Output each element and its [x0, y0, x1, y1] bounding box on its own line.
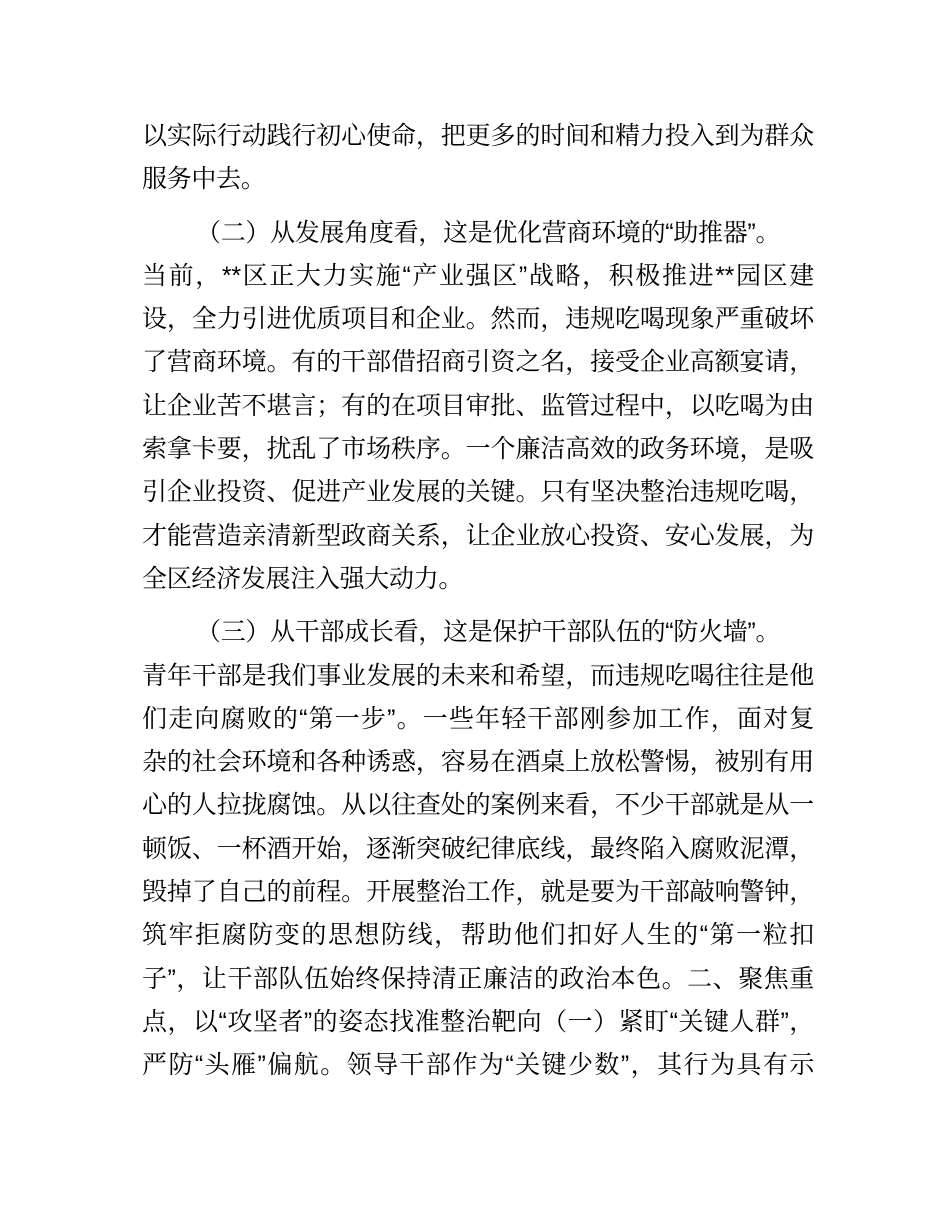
text-line: 当前，**区正大力实施“产业强区”战略，积极推进**园区建: [142, 261, 814, 290]
text-line: 顿饭、一杯酒开始，逐渐突破纪律底线，最终陷入腐败泥潭，: [142, 834, 814, 863]
text-line: 了营商环境。有的干部借招商引资之名，接受企业高额宴请，: [142, 348, 814, 377]
text-line: 才能营造亲清新型政商关系，让企业放心投资、安心发展，为: [142, 521, 814, 550]
text-line: 以实际行动践行初心使命，把更多的时间和精力投入到为群众: [142, 122, 814, 150]
text-line: 引企业投资、促进产业发展的关键。只有坚决整治违规吃喝，: [142, 478, 814, 507]
paragraph-continuation: [142, 115, 814, 202]
text-line: 全区经济发展注入强大动力。: [142, 564, 464, 593]
text-line: 毁掉了自己的前程。开展整治工作，就是要为干部敲响警钟，: [142, 878, 814, 907]
text-line: 让企业苦不堪言；有的在项目审批、监管过程中，以吃喝为由: [142, 391, 814, 420]
text-line: 筑牢拒腐防变的思想防线，帮助他们扣好人生的“第一粒扣: [142, 921, 814, 950]
text-line: 严防“头雁”偏航。领导干部作为“关键少数”，其行为具有示: [142, 1051, 814, 1080]
text-line: 点，以“攻坚者”的姿态找准整治靶向（一）紧盯“关键人群”，: [142, 1007, 814, 1036]
text-line: 服务中去。: [142, 165, 266, 194]
text-line: 索拿卡要，扰乱了市场秩序。一个廉洁高效的政务环境，是吸: [142, 435, 814, 464]
text-line: 设，全力引进优质项目和企业。然而，违规吃喝现象严重破坏: [142, 305, 814, 334]
text-line: 们走向腐败的“第一步”。一些年轻干部刚参加工作，面对复: [142, 704, 814, 733]
text-line: （二）从发展角度看，这是优化营商环境的“助推器”。: [196, 218, 781, 247]
paragraph-section-three: [142, 611, 814, 1087]
text-line: （三）从干部成长看，这是保护干部队伍的“防火墙”。: [196, 618, 781, 647]
text-line: 杂的社会环境和各种诱惑，容易在酒桌上放松警惕，被别有用: [142, 748, 814, 777]
text-line: 子”，让干部队伍始终保持清正廉洁的政治本色。二、聚焦重: [142, 964, 814, 993]
text-line: 心的人拉拢腐蚀。从以往查处的案例来看，不少干部就是从一: [142, 791, 814, 820]
document-text: [142, 115, 814, 1088]
text-line: 青年干部是我们事业发展的未来和希望，而违规吃喝往往是他: [142, 661, 814, 690]
paragraph-section-two: [142, 212, 814, 602]
